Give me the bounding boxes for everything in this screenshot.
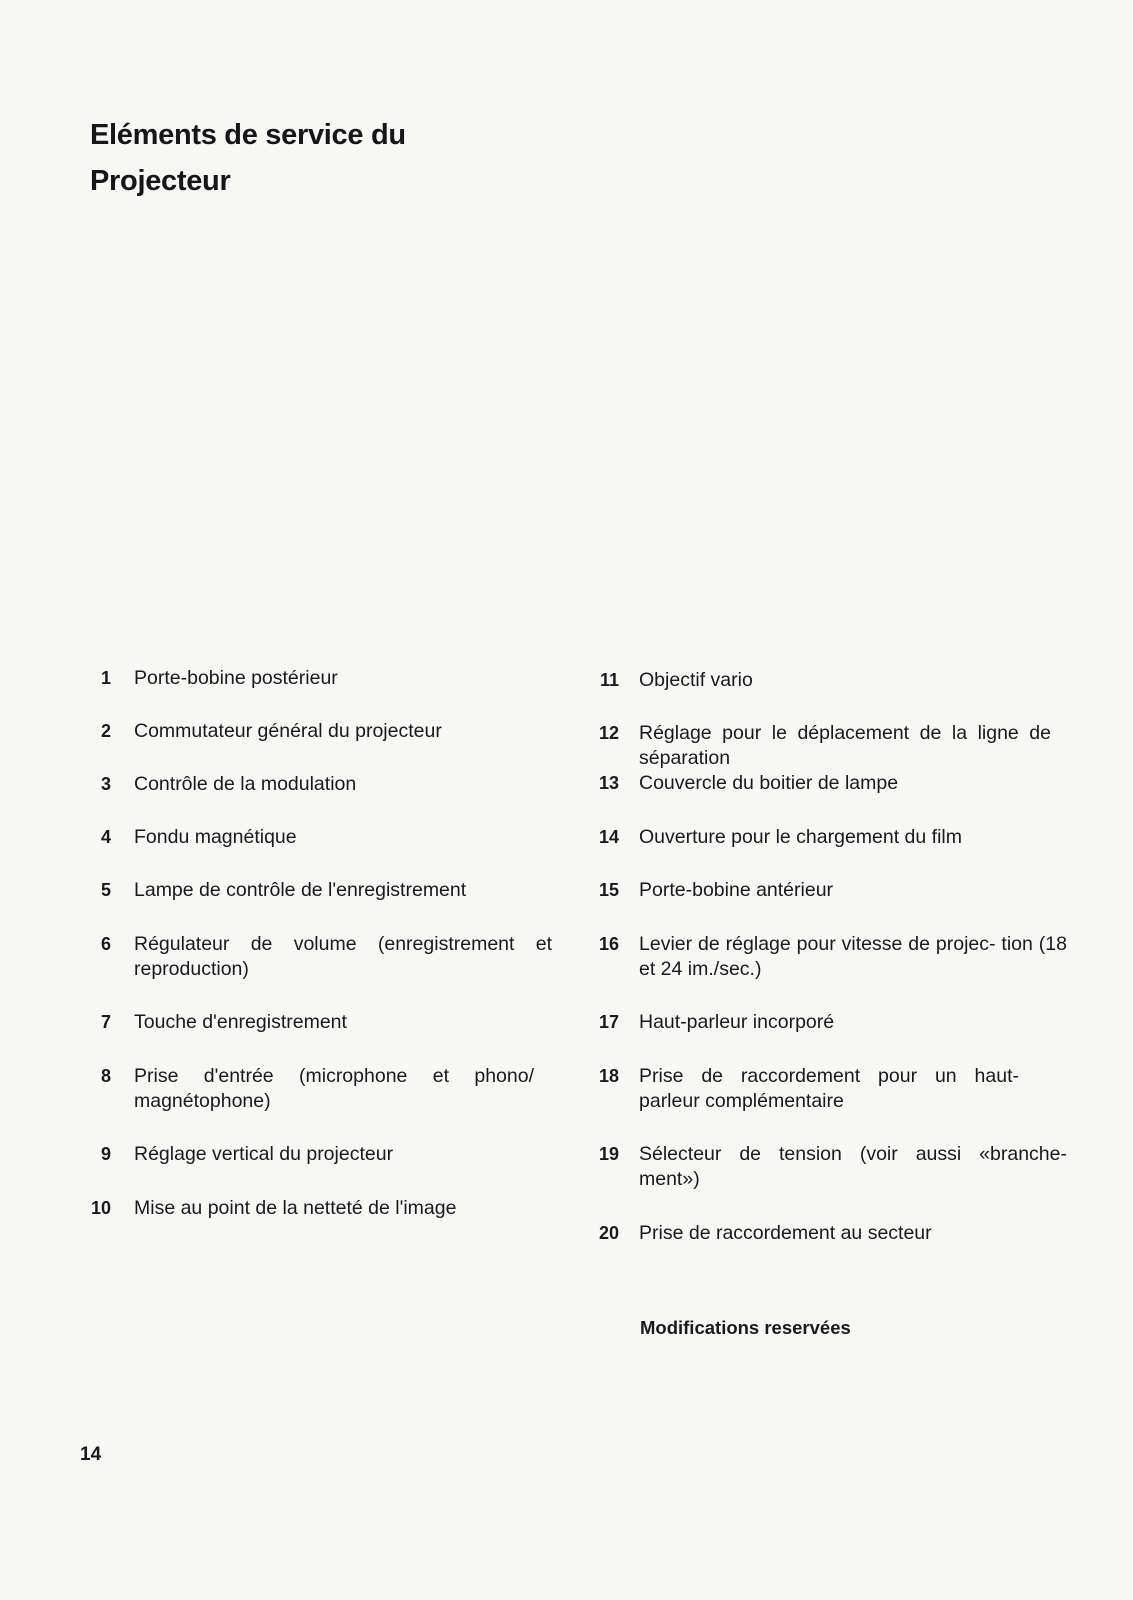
item-number: 11 (599, 670, 619, 690)
item-number: 20 (598, 1223, 619, 1243)
list-item (86, 1064, 561, 1114)
item-number: 13 (598, 773, 619, 793)
list-item (86, 1010, 561, 1035)
list-item (86, 666, 561, 691)
list-item (592, 1010, 1072, 1035)
list-item (592, 771, 1072, 796)
item-number: 15 (598, 880, 619, 900)
item-text: Commutateur général du projecteur (134, 720, 442, 742)
item-number: 5 (100, 880, 111, 900)
item-number: 2 (100, 721, 111, 741)
item-text: Réglage pour le déplacement de la ligne de séparation (639, 722, 1051, 769)
item-number: 14 (598, 827, 619, 847)
list-item (86, 825, 561, 850)
item-text: Ouverture pour le chargement du film (639, 826, 962, 848)
item-text: Prise de raccordement au secteur (639, 1222, 932, 1244)
item-number: 16 (598, 934, 619, 954)
list-item (86, 719, 561, 744)
page-number: 14 (80, 1444, 102, 1465)
item-number: 3 (100, 774, 111, 794)
item-text: Prise d'entrée (microphone et phono/ magnétophone) (134, 1065, 534, 1112)
item-text: Objectif vario (639, 669, 753, 691)
item-number: 1 (100, 668, 111, 688)
list-item (592, 825, 1072, 850)
list-item (592, 932, 1072, 982)
item-number: 12 (598, 723, 619, 743)
item-text: Sélecteur de tension (voir aussi «branche- ment») (639, 1143, 1067, 1190)
list-item (86, 932, 561, 982)
list-item (86, 1142, 561, 1167)
item-text: Prise de raccordement pour un haut- parleur complémentaire (639, 1065, 1019, 1112)
page-title-line-1: Eléments de service du (90, 119, 406, 151)
item-number: 9 (100, 1144, 111, 1164)
page-title (90, 112, 550, 204)
item-number: 18 (598, 1066, 619, 1086)
item-text: Levier de réglage pour vitesse de projec- tion (18 et 24 im./sec.) (639, 933, 1067, 980)
item-text: Régulateur de volume (enregistrement et reproduction) (134, 933, 552, 980)
list-item (592, 668, 1072, 693)
item-number: 19 (598, 1144, 619, 1164)
item-text: Réglage vertical du projecteur (134, 1143, 394, 1165)
item-text: Mise au point de la netteté de l'image (134, 1197, 457, 1219)
item-number: 6 (100, 934, 111, 954)
item-text: Couvercle du boitier de lampe (639, 772, 899, 794)
item-text: Fondu magnétique (134, 826, 297, 848)
item-text: Porte-bobine antérieur (639, 879, 834, 901)
list-item (592, 878, 1072, 903)
item-text: Contrôle de la modulation (134, 773, 357, 795)
item-number: 10 (90, 1198, 111, 1218)
item-number: 7 (100, 1012, 111, 1032)
list-item (86, 772, 561, 797)
list-item (86, 1196, 561, 1221)
list-item (592, 721, 1072, 771)
item-number: 4 (100, 827, 111, 847)
list-item (592, 1221, 1072, 1246)
list-item (592, 1064, 1072, 1114)
item-text: Haut-parleur incorporé (639, 1011, 835, 1033)
item-text: Touche d'enregistrement (134, 1011, 347, 1033)
list-item (86, 878, 561, 903)
list-item (592, 1142, 1072, 1192)
item-number: 17 (598, 1012, 619, 1032)
item-text: Lampe de contrôle de l'enregistrement (134, 879, 467, 901)
item-text: Porte-bobine postérieur (134, 667, 338, 689)
page-title-line-2: Projecteur (90, 165, 231, 197)
modifications-note: Modifications reservées (640, 1317, 851, 1338)
item-number: 8 (100, 1066, 111, 1086)
